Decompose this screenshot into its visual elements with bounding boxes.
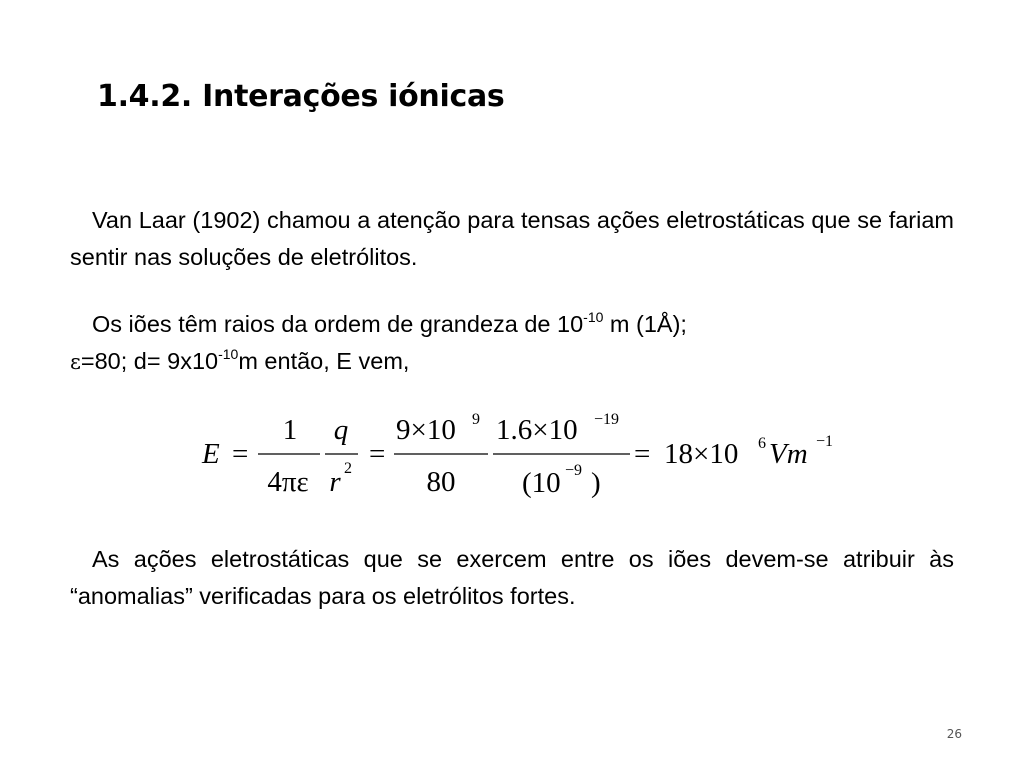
- eq-f2-denominator-exponent: 2: [344, 460, 352, 477]
- epsilon-symbol: ε: [70, 350, 81, 374]
- page-number: 26: [946, 727, 962, 741]
- paragraph-ion-radius: [70, 306, 954, 381]
- eq-equals-1: =: [232, 438, 249, 470]
- ion-radius-text-2: m (1Å);: [603, 311, 687, 337]
- eq-f4-denominator: (10: [522, 467, 561, 499]
- eq-f3-denominator: 80: [426, 466, 456, 498]
- eq-result-exponent: 6: [758, 435, 766, 452]
- eq-f2-numerator: q: [333, 414, 349, 446]
- eq-unit-exponent: −1: [816, 433, 834, 450]
- eq-equals-2: =: [369, 438, 386, 470]
- eq-result-value: 18×10: [664, 438, 739, 470]
- ion-radius-exponent-2: -10: [218, 345, 239, 362]
- eq-f3-numerator-exponent: 9: [472, 411, 480, 428]
- eq-f1-denominator: 4πε: [267, 466, 309, 498]
- eq-f4-numerator: 1.6×10: [496, 414, 578, 446]
- eq-f1-numerator: 1: [282, 414, 298, 446]
- eq-f3-numerator: 9×10: [396, 414, 456, 446]
- eq-f4-denominator-exponent: −9: [565, 462, 583, 479]
- electric-field-equation: [180, 400, 860, 510]
- eq-lhs-e: E: [202, 438, 220, 470]
- eq-f4-denominator-close: ): [591, 467, 601, 499]
- eq-f2-denominator: r: [329, 466, 341, 498]
- ion-radius-text-4: m então, E vem,: [238, 348, 410, 374]
- paragraph-van-laar: Van Laar (1902) chamou a atenção para tensas ações eletrostáticas que se fariam sentir nas soluções de eletrólitos.: [70, 207, 954, 270]
- eq-f4-numerator-exponent: −19: [594, 411, 620, 428]
- eq-equals-3: =: [634, 438, 651, 470]
- ion-radius-text-3: =80; d= 9x10: [80, 348, 219, 374]
- slide-title: 1.4.2. Interações iónicas: [97, 79, 505, 114]
- ion-radius-text-1: Os iões têm raios da ordem de grandeza de 10: [92, 311, 584, 337]
- eq-unit: Vm: [769, 438, 808, 470]
- paragraph-anomalies: As ações eletrostáticas que se exercem entre os iões devem-se atribuir às “anomalias” verificadas para os eletrólitos fortes.: [70, 546, 954, 609]
- ion-radius-exponent-1: -10: [583, 308, 604, 325]
